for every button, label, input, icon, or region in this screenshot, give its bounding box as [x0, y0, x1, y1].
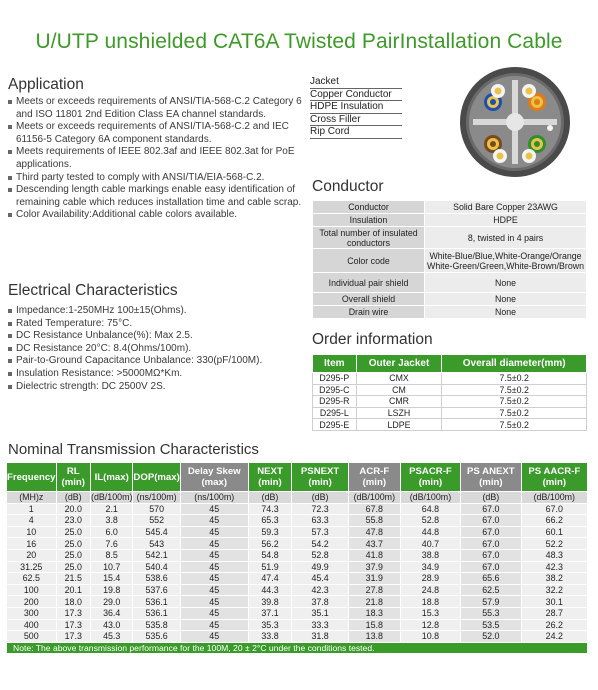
- table-cell: 12.8: [400, 619, 460, 631]
- table-cell: (dB/100m): [348, 492, 400, 504]
- table-cell: LSZH: [356, 407, 442, 419]
- table-cell: 20.1: [56, 584, 90, 596]
- list-item: DC Resistance 20°C: 8.4(Ohms/100m).: [8, 343, 308, 356]
- table-cell: White-Blue/Blue,White-Orange/Orange White-Green/Green,White-Brown/Brown: [425, 249, 587, 273]
- table-cell: 543: [133, 538, 180, 550]
- list-item: Color Availability:Additional cable colors available.: [8, 209, 308, 222]
- conductor-table: [312, 200, 587, 319]
- table-cell: Conductor: [313, 201, 425, 214]
- table-cell: 400: [7, 619, 57, 631]
- page-title: U/UTP unshielded CAT6A Twisted PairInstallation Cable: [35, 30, 563, 53]
- table-cell: 7.5±0.2: [442, 396, 587, 408]
- table-cell: 37.9: [348, 561, 400, 573]
- table-cell: 7.5±0.2: [442, 419, 587, 431]
- table-cell: (dB): [292, 492, 348, 504]
- transmission-table: [6, 462, 588, 654]
- table-cell: 536.1: [133, 607, 180, 619]
- table-cell: 45.3: [90, 631, 132, 643]
- table-row: [313, 419, 587, 431]
- table-cell: 45: [180, 596, 248, 608]
- table-cell: 25.0: [56, 538, 90, 550]
- table-cell: 25.0: [56, 526, 90, 538]
- table-cell: 25.0: [56, 549, 90, 561]
- table-cell: 45: [180, 561, 248, 573]
- table-row: [313, 201, 587, 214]
- table-header: Frequency: [7, 463, 57, 492]
- table-cell: D295-P: [313, 373, 357, 385]
- table-cell: Solid Bare Copper 23AWG: [425, 201, 587, 214]
- table-cell: D295-L: [313, 407, 357, 419]
- table-cell: 15.8: [348, 619, 400, 631]
- table-cell: 45: [180, 607, 248, 619]
- table-cell: 7.6: [90, 538, 132, 550]
- table-cell: (MH)z: [7, 492, 57, 504]
- table-cell: Overall shield: [313, 293, 425, 306]
- table-cell: 43.0: [90, 619, 132, 631]
- table-cell: 20: [7, 549, 57, 561]
- table-cell: 552: [133, 515, 180, 527]
- table-cell: 67.0: [461, 549, 522, 561]
- table-cell: 54.8: [248, 549, 292, 561]
- application-heading: Application: [8, 76, 84, 93]
- table-cell: 31.8: [292, 631, 348, 643]
- table-cell: CMR: [356, 396, 442, 408]
- table-cell: 32.2: [521, 584, 587, 596]
- table-row: [7, 584, 588, 596]
- table-header: DOP(max): [133, 463, 180, 492]
- table-cell: 62.5: [7, 573, 57, 585]
- table-cell: 30.1: [521, 596, 587, 608]
- table-cell: 535.6: [133, 631, 180, 643]
- table-cell: 72.3: [292, 503, 348, 515]
- table-cell: 42.3: [292, 584, 348, 596]
- table-cell: 200: [7, 596, 57, 608]
- table-cell: 570: [133, 503, 180, 515]
- list-item: Descending length cable markings enable easy identification of remaining cable which reduces installation time and cable scrap.: [8, 184, 308, 209]
- table-cell: 65.3: [248, 515, 292, 527]
- table-header: ACR-F (min): [348, 463, 400, 492]
- table-row: [7, 596, 588, 608]
- table-cell: (dB/100m): [521, 492, 587, 504]
- cable-label: Rip Cord: [310, 126, 402, 139]
- table-cell: 65.6: [461, 573, 522, 585]
- table-row: [313, 249, 587, 273]
- table-header-row: [7, 463, 588, 492]
- table-cell: 10.7: [90, 561, 132, 573]
- table-cell: 29.0: [90, 596, 132, 608]
- table-row: [313, 214, 587, 227]
- table-cell: 41.8: [348, 549, 400, 561]
- table-row: [7, 538, 588, 550]
- table-header: PS AACR-F (min): [521, 463, 587, 492]
- transmission-table-body: [7, 492, 588, 654]
- table-cell: 542.1: [133, 549, 180, 561]
- table-row: [7, 607, 588, 619]
- table-header: IL(max): [90, 463, 132, 492]
- table-cell: (dB/100m): [400, 492, 460, 504]
- table-cell: 4: [7, 515, 57, 527]
- table-cell: 55.3: [461, 607, 522, 619]
- table-cell: 2.1: [90, 503, 132, 515]
- table-cell: 74.3: [248, 503, 292, 515]
- table-cell: 49.9: [292, 561, 348, 573]
- table-cell: 24.8: [400, 584, 460, 596]
- table-cell: 1: [7, 503, 57, 515]
- table-cell: 33.3: [292, 619, 348, 631]
- cable-label: HDPE Insulation: [310, 101, 402, 114]
- list-item: Meets or exceeds requirements of ANSI/TIA-568-C.2 Category 6 and ISO 11801 2nd Edition Class EA channel standards.: [8, 96, 308, 121]
- table-cell: D295-R: [313, 396, 357, 408]
- table-cell: (dB): [461, 492, 522, 504]
- table-cell: 10: [7, 526, 57, 538]
- table-cell: 45.4: [292, 573, 348, 585]
- table-cell: 18.8: [400, 596, 460, 608]
- table-cell: 67.0: [521, 503, 587, 515]
- table-cell: 26.2: [521, 619, 587, 631]
- table-cell: 63.3: [292, 515, 348, 527]
- table-cell: 45: [180, 515, 248, 527]
- table-row: [313, 306, 587, 319]
- table-cell: 51.9: [248, 561, 292, 573]
- list-item: Rated Temperature: 75°C.: [8, 318, 308, 331]
- table-cell: 44.8: [400, 526, 460, 538]
- table-cell: 56.2: [248, 538, 292, 550]
- table-cell: 45: [180, 573, 248, 585]
- table-cell: 44.3: [248, 584, 292, 596]
- table-cell: 45: [180, 538, 248, 550]
- table-cell: (dB/100m): [90, 492, 133, 503]
- table-cell: 24.2: [521, 631, 587, 643]
- table-header: PSACR-F (min): [400, 463, 460, 492]
- table-row: [7, 561, 588, 573]
- cable-label: Copper Conductor: [310, 89, 402, 102]
- transmission-heading: Nominal Transmission Characteristics: [8, 441, 259, 458]
- table-cell: 35.1: [292, 607, 348, 619]
- table-cell: D295-C: [313, 384, 357, 396]
- table-cell: 7.5±0.2: [442, 407, 587, 419]
- table-cell: 45: [180, 503, 248, 515]
- table-cell: 38.8: [400, 549, 460, 561]
- table-row: [7, 549, 588, 561]
- table-cell: 21.5: [56, 573, 90, 585]
- table-cell: 62.5: [461, 584, 522, 596]
- table-cell: 16: [7, 538, 57, 550]
- table-cell: 100: [7, 584, 57, 596]
- table-cell: 52.0: [461, 631, 522, 643]
- table-cell: 10.8: [400, 631, 460, 643]
- table-cell: 500: [7, 631, 57, 643]
- table-cell: 39.8: [248, 596, 292, 608]
- table-cell: LDPE: [356, 419, 442, 431]
- table-cell: 15.4: [90, 573, 132, 585]
- table-row: [313, 227, 587, 249]
- table-cell: HDPE: [425, 214, 587, 227]
- table-cell: 28.7: [521, 607, 587, 619]
- table-cell: 18.3: [348, 607, 400, 619]
- table-note: Note: The above transmission performance for the 100M, 20 ± 2°C under the conditions tested.: [7, 642, 588, 653]
- table-cell: 7.5±0.2: [442, 373, 587, 385]
- table-cell: 45: [180, 549, 248, 561]
- table-row: [7, 526, 588, 538]
- table-header: Overall diameter(mm): [442, 355, 587, 373]
- table-row: [7, 515, 588, 527]
- units-row: [7, 492, 588, 504]
- table-cell: 45: [180, 526, 248, 538]
- note-row: [7, 642, 588, 653]
- table-cell: Insulation: [313, 214, 425, 227]
- conductor-heading: Conductor: [312, 178, 384, 195]
- table-cell: (dB): [248, 492, 292, 504]
- table-cell: 52.2: [521, 538, 587, 550]
- table-cell: (ns/100m): [180, 492, 248, 504]
- table-cell: 545.4: [133, 526, 180, 538]
- table-cell: 6.0: [90, 526, 132, 538]
- list-item: Third party tested to comply with ANSI/TIA/EIA-568-C.2.: [8, 172, 308, 185]
- table-row: [7, 573, 588, 585]
- table-cell: 8, twisted in 4 pairs: [425, 227, 587, 249]
- table-header-row: [313, 355, 587, 373]
- table-cell: 55.8: [348, 515, 400, 527]
- table-cell: 67.8: [348, 503, 400, 515]
- table-cell: 52.8: [292, 549, 348, 561]
- table-cell: Individual pair shield: [313, 273, 425, 293]
- table-cell: 38.2: [521, 573, 587, 585]
- table-cell: 300: [7, 607, 57, 619]
- table-cell: 57.9: [461, 596, 522, 608]
- table-cell: 27.8: [348, 584, 400, 596]
- table-cell: 25.0: [56, 561, 90, 573]
- table-cell: 67.0: [461, 503, 522, 515]
- table-cell: 40.7: [400, 538, 460, 550]
- order-heading: Order information: [312, 331, 433, 348]
- table-cell: 36.4: [90, 607, 132, 619]
- list-item: Meets requirements of IEEE 802.3af and IEEE 802.3at for PoE applications.: [8, 146, 308, 171]
- list-item: Insulation Resistance: >5000MΩ*Km.: [8, 368, 308, 381]
- table-cell: 537.6: [133, 584, 180, 596]
- table-cell: CM: [356, 384, 442, 396]
- electrical-heading: Electrical Characteristics: [8, 282, 178, 299]
- table-cell: 37.8: [292, 596, 348, 608]
- table-cell: 45: [180, 584, 248, 596]
- table-cell: 18.0: [56, 596, 90, 608]
- table-row: [313, 373, 587, 385]
- table-cell: 34.9: [400, 561, 460, 573]
- table-cell: 23.0: [56, 515, 90, 527]
- table-cell: CMX: [356, 373, 442, 385]
- cable-label: Jacket: [310, 76, 402, 89]
- table-header: PS ANEXT (min): [461, 463, 522, 492]
- table-row: [313, 384, 587, 396]
- table-cell: 67.0: [461, 561, 522, 573]
- table-cell: 43.7: [348, 538, 400, 550]
- table-cell: 67.0: [461, 526, 522, 538]
- table-cell: 20.0: [56, 503, 90, 515]
- table-cell: 33.8: [248, 631, 292, 643]
- table-cell: 60.1: [521, 526, 587, 538]
- table-header: Delay Skew (max): [180, 463, 248, 492]
- table-cell: 31.9: [348, 573, 400, 585]
- table-header: Outer Jacket: [356, 355, 442, 373]
- table-cell: 45: [180, 619, 248, 631]
- electrical-list: [8, 305, 308, 393]
- cable-cross-section-image: [440, 66, 590, 178]
- table-cell: 19.8: [90, 584, 132, 596]
- table-cell: 538.6: [133, 573, 180, 585]
- table-row: [7, 503, 588, 515]
- table-cell: 17.3: [56, 631, 90, 643]
- cable-label: Cross Filler: [310, 114, 402, 127]
- table-cell: 47.4: [248, 573, 292, 585]
- table-cell: 53.5: [461, 619, 522, 631]
- table-cell: None: [425, 306, 587, 319]
- table-cell: 15.3: [400, 607, 460, 619]
- table-header: NEXT (min): [248, 463, 292, 492]
- table-cell: 45: [180, 631, 248, 643]
- table-header: RL (min): [56, 463, 90, 492]
- table-cell: 37.1: [248, 607, 292, 619]
- table-cell: 13.8: [348, 631, 400, 643]
- table-cell: 535.8: [133, 619, 180, 631]
- table-cell: 17.3: [56, 619, 90, 631]
- list-item: Dielectric strength: DC 2500V 2S.: [8, 381, 308, 394]
- table-row: [313, 293, 587, 306]
- table-cell: 48.3: [521, 549, 587, 561]
- table-cell: 536.1: [133, 596, 180, 608]
- table-header: PSNEXT (min): [292, 463, 348, 492]
- table-cell: 64.8: [400, 503, 460, 515]
- table-cell: 31.25: [7, 561, 57, 573]
- table-cell: 54.2: [292, 538, 348, 550]
- table-cell: 42.3: [521, 561, 587, 573]
- table-cell: 28.9: [400, 573, 460, 585]
- table-row: [313, 407, 587, 419]
- table-row: [7, 631, 588, 643]
- table-cell: 3.8: [90, 515, 132, 527]
- table-cell: None: [425, 293, 587, 306]
- application-list: [8, 96, 308, 222]
- table-cell: 66.2: [521, 515, 587, 527]
- table-cell: 21.8: [348, 596, 400, 608]
- table-cell: (ns/100m): [133, 492, 180, 504]
- table-cell: Color code: [313, 249, 425, 273]
- table-cell: 52.8: [400, 515, 460, 527]
- table-cell: 67.0: [461, 515, 522, 527]
- table-cell: None: [425, 273, 587, 293]
- table-cell: (dB): [56, 492, 90, 504]
- table-cell: 59.3: [248, 526, 292, 538]
- list-item: DC Resistance Unbalance(%): Max 2.5.: [8, 330, 308, 343]
- table-header: Item: [313, 355, 357, 373]
- table-cell: Total number of insulated conductors: [313, 227, 425, 249]
- list-item: Meets or exceeds requirements of ANSI/TIA-568-C.2 and IEC 61156-5 Category 6A component standards.: [8, 121, 308, 146]
- table-cell: 67.0: [461, 538, 522, 550]
- table-cell: D295-E: [313, 419, 357, 431]
- table-row: [313, 396, 587, 408]
- table-cell: 47.8: [348, 526, 400, 538]
- table-row: [313, 273, 587, 293]
- table-cell: 57.3: [292, 526, 348, 538]
- table-cell: 7.5±0.2: [442, 384, 587, 396]
- order-table: [312, 354, 587, 431]
- table-cell: 8.5: [90, 549, 132, 561]
- table-cell: Drain wire: [313, 306, 425, 319]
- list-item: Pair-to-Ground Capacitance Unbalance: 330(pF/100M).: [8, 355, 308, 368]
- list-item: Impedance:1-250MHz 100±15(Ohms).: [8, 305, 308, 318]
- table-cell: 540.4: [133, 561, 180, 573]
- table-cell: 35.3: [248, 619, 292, 631]
- table-cell: 17.3: [56, 607, 90, 619]
- table-row: [7, 619, 588, 631]
